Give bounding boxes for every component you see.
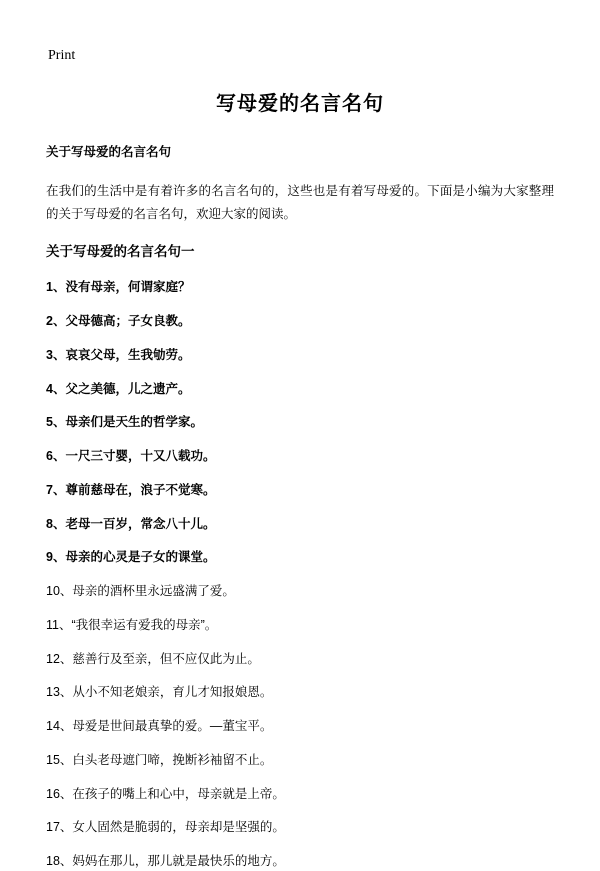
list-item: 10、母亲的酒杯里永远盛满了爱。 bbox=[46, 584, 235, 598]
list-item: 7、尊前慈母在，浪子不觉寒。 bbox=[46, 482, 216, 497]
list-item: 17、女人固然是脆弱的，母亲却是坚强的。 bbox=[46, 820, 285, 835]
list-item: 13、从小不知老娘亲，育儿才知报娘恩。 bbox=[46, 685, 273, 700]
list-item: 6、一尺三寸婴，十又八载功。 bbox=[46, 449, 216, 463]
list-item: 11、“我很幸运有爱我的母亲”。 bbox=[46, 617, 218, 632]
list-item: 14、母爱是世间最真挚的爱。—董宝平。 bbox=[46, 719, 273, 733]
section-heading: 关于写母爱的名言名句一 bbox=[46, 244, 195, 259]
intro-paragraph: 在我们的生活中是有着许多的名言名句的，这些也是有着写母爱的。下面是小编为大家整理的关于写母爱的名言名句，欢迎大家的阅读。 bbox=[46, 183, 554, 221]
list-item: 2、父母德高；子女良教。 bbox=[46, 314, 191, 328]
print-button[interactable]: Print bbox=[48, 48, 76, 63]
quote-list bbox=[46, 278, 554, 871]
list-item: 18、妈妈在那儿，那儿就是最快乐的地方。 bbox=[46, 854, 285, 868]
document-subtitle: 关于写母爱的名言名句 bbox=[46, 145, 172, 159]
list-item: 3、哀哀父母，生我劬劳。 bbox=[46, 347, 191, 362]
list-item: 12、慈善行及至亲，但不应仅此为止。 bbox=[46, 651, 260, 666]
list-item: 4、父之美德，儿之遗产。 bbox=[46, 381, 191, 396]
list-item: 9、母亲的心灵是子女的课堂。 bbox=[46, 550, 216, 565]
page-title: 写母爱的名言名句 bbox=[216, 93, 384, 115]
list-item: 5、母亲们是天生的哲学家。 bbox=[46, 415, 203, 430]
list-item: 8、老母一百岁，常念八十儿。 bbox=[46, 516, 216, 531]
list-item: 1、没有母亲，何谓家庭？ bbox=[46, 280, 191, 295]
list-item: 15、白头老母遮门啼，挽断衫袖留不止。 bbox=[46, 752, 273, 767]
list-item: 16、在孩子的嘴上和心中，母亲就是上帝。 bbox=[46, 786, 285, 801]
